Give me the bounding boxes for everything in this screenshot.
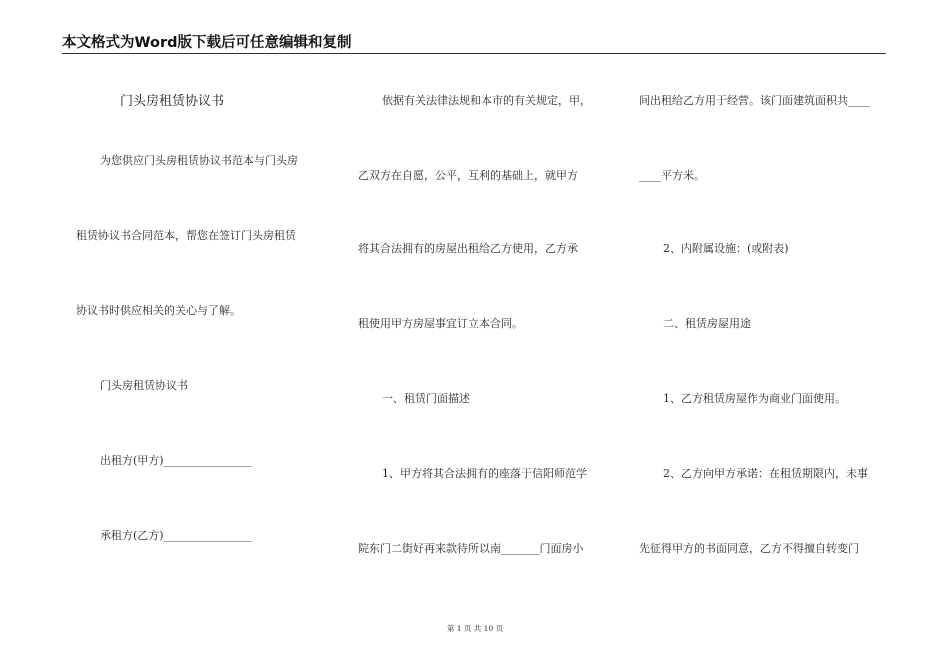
paragraph-line: 将其合法拥有的房屋出租给乙方使用，乙方承 <box>358 242 578 255</box>
header-title: 本文格式为Word版下载后可任意编辑和复制 <box>62 35 352 51</box>
column-2 <box>358 84 608 584</box>
paragraph-line: 院东门二街好再来款待所以南_______门面房小 <box>358 542 584 555</box>
paragraph-line: 2、内附属设施：(或附表) <box>663 242 789 255</box>
document-page <box>62 84 886 584</box>
paragraph-line: 先征得甲方的书面同意，乙方不得擅自转变门 <box>639 542 859 555</box>
document-title: 门头房租赁协议书 <box>120 94 225 109</box>
paragraph-line: 1、甲方将其合法拥有的座落于信阳师范学 <box>382 467 587 480</box>
lessee-field: 承租方(乙方)________________ <box>100 529 252 542</box>
paragraph-line: 门头房租赁协议书 <box>100 379 188 392</box>
header-divider <box>62 53 886 54</box>
column-1 <box>76 84 326 584</box>
paragraph-line: ____平方米。 <box>639 169 705 182</box>
paragraph-line: 1、乙方租赁房屋作为商业门面使用。 <box>663 392 846 405</box>
paragraph-line: 乙双方在自愿，公平，互利的基础上，就甲方 <box>358 169 578 182</box>
paragraph-line: 租赁协议书合同范本，帮您在签订门头房租赁 <box>76 229 296 242</box>
page-indicator: 第 1 页 共 10 页 <box>446 624 504 633</box>
paragraph-line: 为您供应门头房租赁协议书范本与门头房 <box>100 154 298 167</box>
paragraph-line: 2、乙方向甲方承诺：在租赁期限内，未事 <box>663 467 868 480</box>
paragraph-line: 间出租给乙方用于经营。该门面建筑面积共____ <box>639 94 870 107</box>
paragraph-line: 租使用甲方房屋事宜订立本合同。 <box>358 317 523 330</box>
paragraph-line: 协议书时供应相关的关心与了解。 <box>76 304 241 317</box>
column-3 <box>639 84 889 584</box>
lessor-field: 出租方(甲方)________________ <box>100 454 252 467</box>
section-heading: 一、租赁门面描述 <box>382 392 470 405</box>
paragraph-line: 依据有关法律法规和本市的有关规定，甲， <box>382 94 591 107</box>
section-heading: 二、租赁房屋用途 <box>663 317 751 330</box>
